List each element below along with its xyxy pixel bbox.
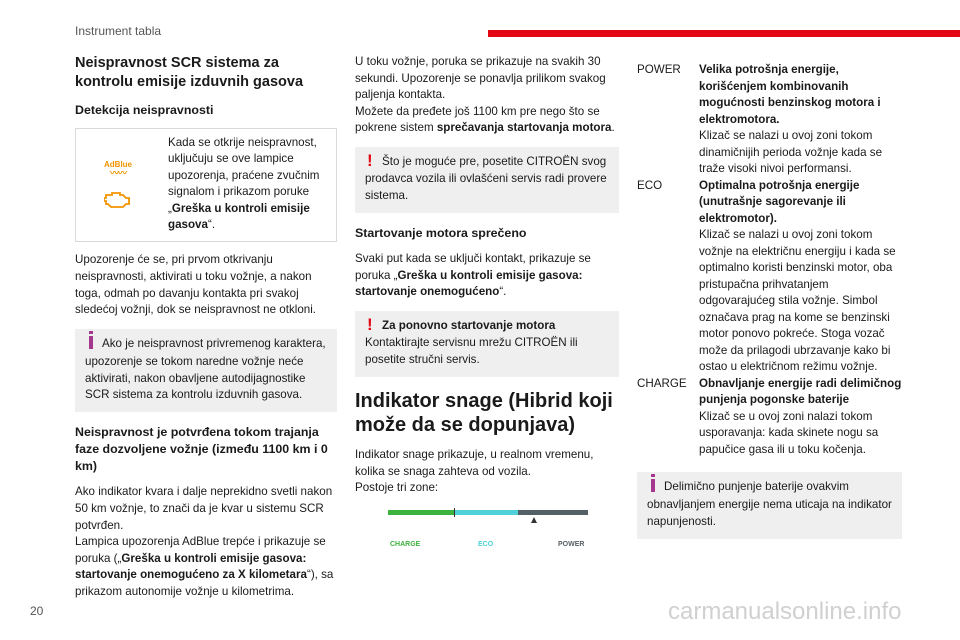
definition-power: POWER Velika potrošnja energije, korišćenjem kombinovanih mogućnosti benzinskog motora i elektromotora. Klizač se nalazi u ovoj zoni tokom dinamičnijih perioda vožnje kada se traže visoki nivoi performansi. [637, 62, 902, 178]
paragraph-first-detection: Upozorenje će se, pri prvom otkrivanju neispravnosti, aktivirati u toku vožnje, a nakon toga, odmah po davanju kontakta pri svakoj sledećoj vožnji, dok se neispravnost ne otkloni. [75, 253, 317, 317]
definition-charge: CHARGE Obnavljanje energije radi delimičnog punjenja pogonske baterije Klizač se u ovoj zoni nalazi tokom usporavanja: kada skinete nogu sa papučice gasa ili u toku kočenja. [637, 376, 902, 459]
gauge-charge-segment [388, 510, 454, 515]
heading-fault-confirmed: Neispravnost je potvrđena tokom trajanja faze dozvoljene vožnje (između 1100 km i 0 km) [75, 425, 328, 474]
gauge-threshold-marker [531, 517, 537, 523]
heading-power-indicator: Indikator snage (Hibrid koji može da se dopunjava) [355, 390, 613, 437]
info-box-partial-charging: Delimično punjenje baterije ovakvim obnavljanjem energije nema uticaja na indikator napunjenosti. [637, 472, 902, 539]
term-power: POWER [637, 63, 681, 76]
gauge-power-segment [518, 510, 588, 515]
definition-eco: ECO Optimalna potrošnja energije (unutrašnje sagorevanje ili elektromotor). Klizač se nalazi u ovoj zoni tokom vožnje na električnu energiju i kada se optimalno koristi benzinski motor, oba pristupačna prihvatanjem odgovarajućeg stila vožnje. Simbol označava prag na kome se benzinski motor ponovo pokreće. Stoga vozač može da prilagodi ubrzavanje kako bi ostao u električnom režimu vožnje. [637, 178, 902, 376]
warning-exclamation-icon: ! [367, 314, 373, 334]
watermark: carmanualsonline.info [668, 598, 902, 625]
warning-lamps-box [75, 128, 337, 242]
paragraph-start-prevented: Svaki put kada se uključi kontakt, prikazuje se poruka „Greška u kontroli emisije gasova: startovanje onemogućeno“. [355, 252, 591, 299]
heading-start-prevented: Startovanje motora sprečeno [355, 226, 527, 241]
power-indicator-gauge [388, 505, 588, 549]
heading-scr-fault: Neispravnost SCR sistema za kontrolu emisije izduvnih gasova [75, 55, 304, 90]
paragraph-fault-confirmed: Ako indikator kvara i dalje neprekidno svetli nakon 50 km vožnje, to znači da je kvar u sistemu SCR potvrđen. [75, 485, 333, 532]
gauge-eco-segment [455, 510, 518, 515]
paragraph-remaining-distance: Možete da pređete još 1100 km pre nego što se pokrene sistem sprečavanja startovanja motora. [355, 104, 615, 135]
header-accent-bar [488, 30, 960, 37]
warning-icons [76, 129, 160, 241]
gauge-label-power: POWER [558, 540, 585, 548]
subheading-detection: Detekcija neispravnosti [75, 103, 214, 117]
paragraph-message-repeat: U toku vožnje, poruka se prikazuje na svakih 30 sekundi. Upozorenje se ponavlja prilikom svakog paljenja kontakta. [355, 55, 606, 102]
column-2 [355, 54, 619, 549]
info-icon [85, 336, 99, 354]
column-3 [637, 62, 902, 551]
warning-exclamation-icon: ! [367, 150, 373, 170]
warning-box-restart-engine: ! Za ponovno startovanje motora Kontaktirajte servisnu mrežu CITROËN ili posetite stručni servis. [355, 311, 619, 377]
gauge-label-eco: ECO [478, 540, 494, 548]
page-number: 20 [30, 604, 44, 618]
paragraph-power-indicator: Indikator snage prikazuje, u realnom vremenu, kolika se snaga zahteva od vozila. [355, 448, 594, 478]
warning-lamps-text: Kada se otkrije neispravnost, uključuju se ove lampice upozorenja, praćene zvučnim signalom i prikazom poruke „Greška u kontroli emisije gasova“. [168, 136, 320, 232]
gauge-label-charge: CHARGE [390, 540, 421, 548]
engine-warning-icon [104, 189, 132, 209]
zone-definitions [637, 62, 902, 458]
term-charge: CHARGE [637, 376, 687, 390]
info-icon [647, 479, 661, 497]
info-box-temporary-fault: Ako je neispravnost privremenog karaktera, upozorenje se tokom naredne vožnje neće aktivirati, nakon obavljene autodijagnostike SCR sistema za kontrolu izduvnih gasova. [75, 329, 337, 413]
warning-box-visit-dealer: ! Što je moguće pre, posetite CITROËN svog prodavca vozila ili ovlašćeni servis radi provere sistema. [355, 147, 619, 213]
column-1 [75, 54, 337, 611]
term-eco: ECO [637, 178, 663, 192]
section-title: Instrument tabla [75, 24, 162, 38]
paragraph-three-zones: Postoje tri zone: [355, 481, 439, 495]
paragraph-adblue-flash: Lampica upozorenja AdBlue trepće i prikazuje se poruka („Greška u kontroli emisije gasova: startovanje onemogućeno za X kilometara“), sa prikazom autonomije vožnje u kilometrima. [75, 535, 334, 598]
adblue-icon: AdBlue 〰〰 [104, 160, 132, 179]
